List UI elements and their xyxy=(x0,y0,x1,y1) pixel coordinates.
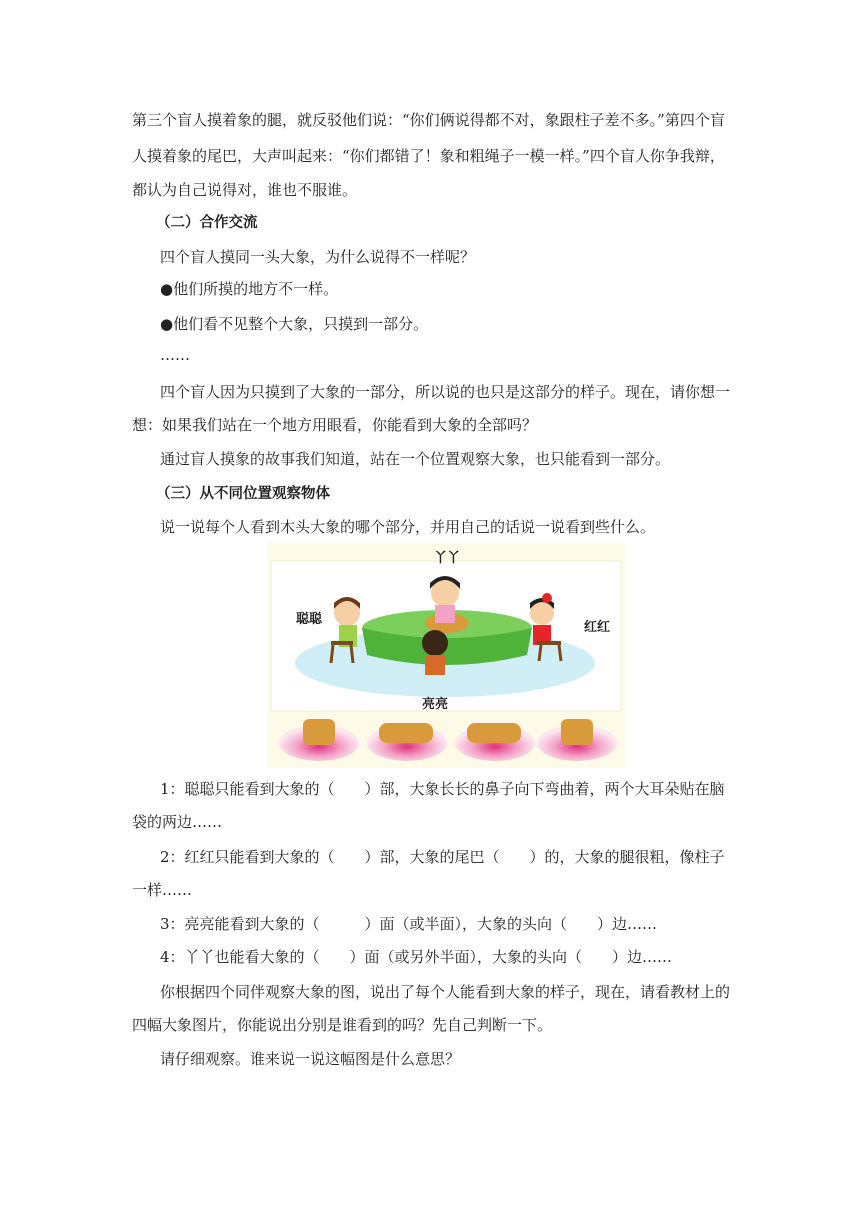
bullet-item: ●他们看不见整个大象，只摸到一部分。 xyxy=(160,315,429,333)
closing-line: 请仔细观察。谁来说一说这幅图是什么意思？ xyxy=(160,1050,461,1068)
label-honghong: 红红 xyxy=(583,620,611,635)
observation-illustration xyxy=(267,543,625,768)
closing-line: 你根据四个同伴观察大象的图，说出了每个人能看到大象的样子，现在，请看教材上的 xyxy=(160,983,731,1001)
section-heading-2: （二）合作交流 xyxy=(156,215,258,231)
ellipsis-line: …… xyxy=(160,346,190,364)
question-2-line: 一样…… xyxy=(132,881,193,899)
question-1-line: 1：聪聪只能看到大象的（ ）部，大象长长的鼻子向下弯曲着，两个大耳朵贴在脑 xyxy=(160,780,725,798)
label-yaya: 丫丫 xyxy=(433,551,461,566)
label-liangliang: 亮亮 xyxy=(421,697,449,712)
question-text: 四个盲人摸同一头大象，为什么说得不一样呢？ xyxy=(160,248,476,266)
bullet-item: ●他们所摸的地方不一样。 xyxy=(160,280,339,298)
section-heading-3: （三）从不同位置观察物体 xyxy=(156,486,330,502)
paragraph-line: 四个盲人因为只摸到了大象的一部分，所以说的也只是这部分的样子。现在，请你想一 xyxy=(160,383,731,401)
question-4: 4：丫丫也能看大象的（ ）面（或另外半面），大象的头向（ ）边…… xyxy=(160,948,673,966)
paragraph-line: 第三个盲人摸着象的腿，就反驳他们说：“你们俩说得都不对，象跟柱子差不多。”第四个盲 xyxy=(132,111,725,129)
paragraph-line: 人摸着象的尾巴，大声叫起来：“你们都错了！象和粗绳子一模一样。”四个盲人你争我辩， xyxy=(132,147,725,165)
paragraph-line: 都认为自己说得对，谁也不服谁。 xyxy=(132,181,358,199)
question-3: 3：亮亮能看到大象的（ ）面（或半面），大象的头向（ ）边…… xyxy=(160,915,658,933)
child-liangliang xyxy=(422,630,448,656)
label-congcong: 聪聪 xyxy=(295,612,323,627)
paragraph-line: 说一说每个人看到木头大象的哪个部分，并用自己的话说一说看到些什么。 xyxy=(160,518,656,536)
closing-line: 四幅大象图片，你能说出分别是谁看到的吗？先自己判断一下。 xyxy=(132,1016,553,1034)
paragraph-line: 想：如果我们站在一个地方用眼看，你能看到大象的全部吗？ xyxy=(132,416,538,434)
question-2-line: 2：红红只能看到大象的（ ）部，大象的尾巴（ ）的，大象的腿很粗，像柱子 xyxy=(160,848,725,866)
question-1-line: 袋的两边…… xyxy=(132,813,223,831)
paragraph-line: 通过盲人摸象的故事我们知道，站在一个位置观察大象，也只能看到一部分。 xyxy=(160,450,671,468)
